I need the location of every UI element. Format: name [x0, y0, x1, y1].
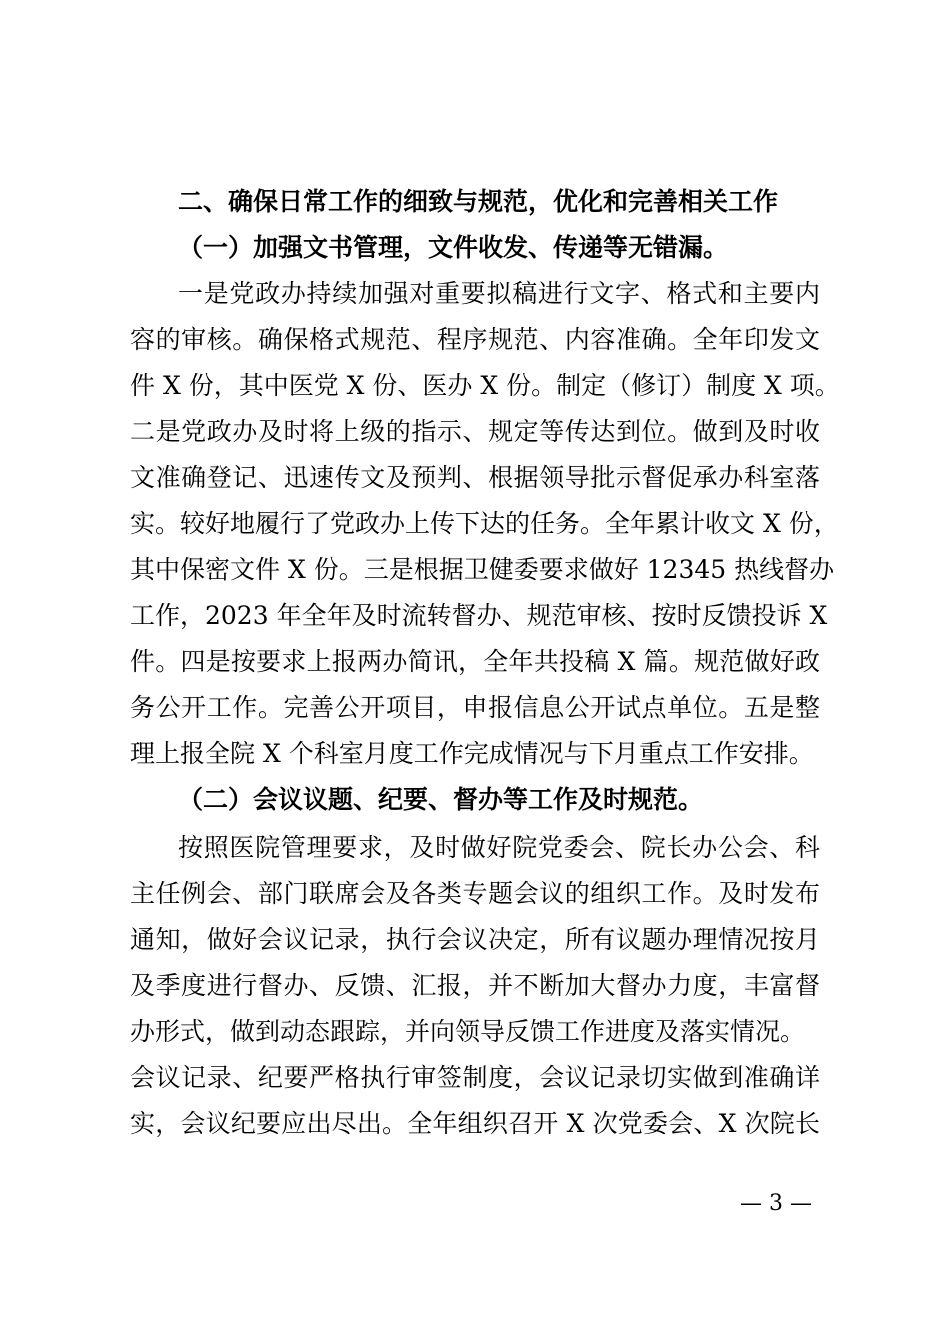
- paragraph-line: 按照医院管理要求，及时做好院党委会、院长办公会、科: [178, 833, 820, 862]
- subsection-title-1: （一）加强文书管理，文件收发、传递等无错漏。: [178, 233, 729, 262]
- paragraph-line: 办形式，做到动态跟踪，并向领导反馈工作进度及落实情况。: [130, 1017, 806, 1046]
- paragraph-line: 理上报全院 X 个科室月度工作完成情况与下月重点工作安排。: [130, 739, 814, 768]
- paragraph-line: 件 X 份，其中医党 X 份、医办 X 份。制定（修订）制度 X 项。: [130, 371, 840, 400]
- page-number: — 3 —: [740, 1191, 812, 1216]
- paragraph-line: 实。较好地履行了党政办上传下达的任务。全年累计收文 X 份，: [130, 509, 839, 538]
- subsection-title-2: （二）会议议题、纪要、督办等工作及时规范。: [178, 785, 704, 814]
- paragraph-line: 二是党政办及时将上级的指示、规定等传达到位。做到及时收: [130, 417, 820, 446]
- paragraph-line: 容的审核。确保格式规范、程序规范、内容准确。全年印发文: [130, 325, 820, 354]
- paragraph-line: 文准确登记、迅速传文及预判、根据领导批示督促承办科室落: [130, 463, 820, 492]
- paragraph-line: 及季度进行督办、反馈、汇报，并不断加大督办力度，丰富督: [130, 971, 820, 1000]
- paragraph-line: 实，会议纪要应出尽出。全年组织召开 X 次党委会、X 次院长: [130, 1109, 820, 1138]
- paragraph-line: 其中保密文件 X 份。三是根据卫健委要求做好 12345 热线督办: [130, 555, 835, 584]
- paragraph-line: 会议记录、纪要严格执行审签制度，会议记录切实做到准确详: [130, 1063, 820, 1092]
- paragraph-line: 一是党政办持续加强对重要拟稿进行文字、格式和主要内: [178, 279, 820, 308]
- paragraph-line: 通知，做好会议记录，执行会议决定，所有议题办理情况按月: [130, 925, 820, 954]
- section-heading: 二、确保日常工作的细致与规范，优化和完善相关工作: [178, 187, 779, 216]
- paragraph-line: 工作，2023 年全年及时流转督办、规范审核、按时反馈投诉 X: [130, 601, 828, 630]
- paragraph-line: 务公开工作。完善公开项目，申报信息公开试点单位。五是整: [130, 693, 820, 722]
- paragraph-line: 件。四是按要求上报两办简讯，全年共投稿 X 篇。规范做好政: [130, 647, 820, 676]
- paragraph-line: 主任例会、部门联席会及各类专题会议的组织工作。及时发布: [130, 879, 820, 908]
